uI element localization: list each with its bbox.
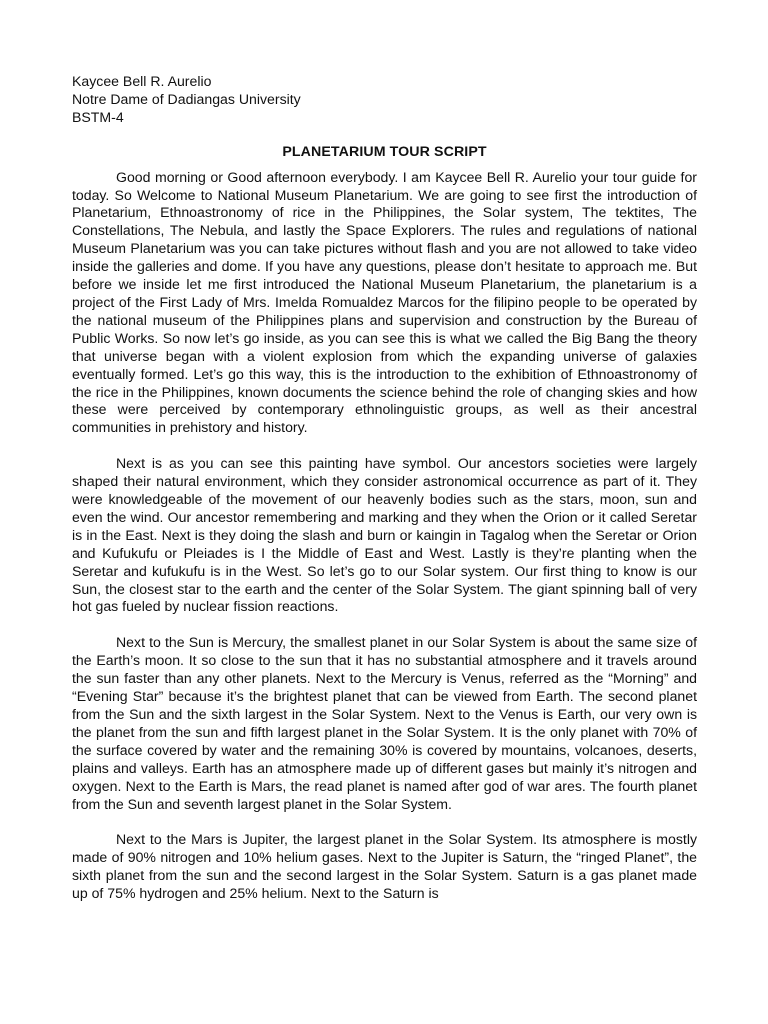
author-name: Kaycee Bell R. Aurelio — [72, 73, 212, 89]
document-title: PLANETARIUM TOUR SCRIPT — [282, 143, 487, 160]
school-name: Notre Dame of Dadiangas University — [72, 90, 301, 107]
paragraph-inner-planets: Next to the Sun is Mercury, the smallest planet in our Solar System is about the same size of the Earth’s moon. It so close to the sun that it has no substantial atmosphere and it travels around the sun faster than any other planets. Next to the Mercury is Venus, referred as the “Morning” and “Evening Star” because it’s the brightest planet that can be viewed from Earth. The second planet from the Sun and the sixth largest in the Solar System. Next to the Venus is Earth, our very own is the planet from the sun and fifth largest planet in the Solar System. It is the only planet with 70% of the surface covered by water and the remaining 30% is covered by mountains, volcanoes, deserts, plains and valleys. Earth has an atmosphere made up of different gases but mainly it’s nitrogen and oxygen. Next to the Earth is Mars, the read planet is named after god of war ares. The fourth planet from the Sun and seventh largest planet in the Solar System. — [72, 634, 697, 812]
course-code: BSTM-4 — [72, 108, 124, 125]
paragraph-intro: Good morning or Good afternoon everybody. I am Kaycee Bell R. Aurelio your tour guide for today. So Welcome to National Museum Planetarium. We are going to see first the introduction of Planetarium, Ethnoastronomy of rice in the Philippines, the Solar system, The tektites, The Constellations, The Nebula, and lastly the Space Explorers. The rules and regulations of national Museum Planetarium was you can take pictures without flash and you are not allowed to take video inside the galleries and dome. If you have any questions, please don’t hesitate to approach me. But before we inside let me first introduced the National Museum Planetarium, the planetarium is a project of the First Lady of Mrs. Imelda Romualdez Marcos for the filipino people to be operated by the national museum of the Philippines plans and supervision and construction by the Bureau of Public Works. So now let’s go inside, as you can see this is what we called the Big Bang the theory that universe began with a violent explosion from which the expanding universe of galaxies eventually formed. Let’s go this way, this is the introduction to the exhibition of Ethnoastronomy of the rice in the Philippines, known documents the science behind the role of changing skies and how these were perceived by contemporary ethnolinguistic groups, as well as their ancestral communities in prehistory and history. — [72, 168, 697, 436]
paragraph-ethnoastronomy: Next is as you can see this painting have symbol. Our ancestors societies were largely shaped their natural environment, which they consider astronomical occurrence as part of it. They were knowledgeable of the movement of our heavenly bodies such as the stars, moon, sun and even the wind. Our ancestor remembering and marking and they when the Orion or it called Seretar is in the East. Next is they doing the slash and burn or kaingin in Tagalog when the Seretar or Orion and Kufukufu or Pleiades is I the Middle of East and West. Lastly is they’re planting when the Seretar and kufukufu is in the West. So let’s go to our Solar system. Our first thing to know is our Sun, the closest star to the earth and the center of the Solar System. The giant spinning ball of very hot gas fueled by nuclear fission reactions. — [72, 455, 697, 615]
document-page — [72, 73, 697, 921]
paragraph-outer-planets: Next to the Mars is Jupiter, the largest planet in the Solar System. Its atmosphere is mostly made of 90% nitrogen and 10% helium gases. Next to the Jupiter is Saturn, the “ringed Planet”, the sixth planet from the sun and the second largest in the Solar System. Saturn is a gas planet made up of 75% hydrogen and 25% helium. Next to the Saturn is — [72, 831, 697, 902]
